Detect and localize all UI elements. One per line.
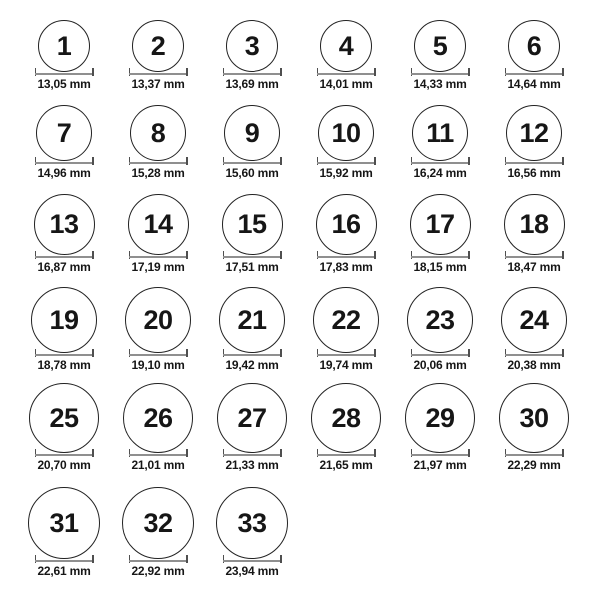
measure-bar (35, 454, 94, 456)
measure-bar (505, 256, 564, 258)
ring-circle (311, 383, 381, 453)
measure-tick-right-icon (280, 449, 282, 457)
diameter-measure-line (129, 157, 188, 165)
ring-circle (504, 194, 565, 255)
ring-size-cell (393, 20, 487, 91)
diameter-measure-line (35, 449, 94, 457)
diameter-label: 17,51 mm (225, 260, 279, 274)
ring-size-number: 18 (519, 209, 549, 239)
measure-bar (317, 454, 376, 456)
measure-tick-right-icon (186, 251, 188, 259)
diameter-label: 15,60 mm (225, 166, 279, 180)
diameter-measure-line (35, 68, 94, 76)
diameter-measure-line (411, 449, 470, 457)
ring-circle (508, 20, 560, 72)
ring-size-cell (299, 105, 393, 180)
diameter-label: 15,28 mm (131, 166, 185, 180)
ring-size-cell (393, 383, 487, 472)
measure-bar (223, 560, 282, 562)
ring-circle (125, 287, 191, 353)
ring-size-cell (205, 487, 299, 578)
ring-size-cell (487, 20, 581, 91)
ring-circle (217, 383, 287, 453)
diameter-label: 21,65 mm (319, 458, 373, 472)
measure-tick-left-icon (35, 251, 37, 259)
ring-circle (313, 287, 379, 353)
measure-tick-left-icon (411, 349, 413, 357)
diameter-measure-line (129, 68, 188, 76)
measure-tick-left-icon (35, 555, 37, 563)
ring-size-number: 15 (237, 209, 267, 239)
diameter-label: 14,33 mm (413, 77, 467, 91)
measure-tick-left-icon (35, 449, 37, 457)
measure-tick-left-icon (223, 349, 225, 357)
measure-tick-left-icon (411, 251, 413, 259)
measure-tick-left-icon (129, 68, 131, 76)
ring-size-number: 23 (425, 304, 455, 335)
ring-size-cell (17, 287, 111, 372)
ring-size-cell (205, 383, 299, 472)
measure-tick-left-icon (411, 157, 413, 165)
diameter-measure-line (223, 251, 282, 259)
diameter-measure-line (317, 251, 376, 259)
diameter-label: 13,69 mm (225, 77, 279, 91)
measure-bar (129, 354, 188, 356)
measure-tick-right-icon (374, 449, 376, 457)
ring-size-number: 9 (244, 117, 260, 148)
ring-size-number: 22 (331, 304, 361, 335)
measure-tick-left-icon (223, 68, 225, 76)
ring-circle (318, 105, 374, 161)
ring-circle (224, 105, 280, 161)
measure-tick-left-icon (35, 157, 37, 165)
measure-tick-right-icon (186, 555, 188, 563)
measure-bar (411, 73, 470, 75)
ring-size-number: 2 (150, 30, 166, 61)
diameter-measure-line (35, 555, 94, 563)
ring-size-number: 27 (237, 402, 267, 433)
diameter-measure-line (35, 251, 94, 259)
ring-size-cell (393, 287, 487, 372)
diameter-label: 18,78 mm (37, 358, 91, 372)
diameter-label: 20,38 mm (507, 358, 561, 372)
diameter-label: 18,47 mm (507, 260, 561, 274)
diameter-measure-line (411, 157, 470, 165)
diameter-label: 13,05 mm (37, 77, 91, 91)
ring-circle (130, 105, 186, 161)
measure-tick-right-icon (186, 68, 188, 76)
measure-tick-right-icon (186, 449, 188, 457)
ring-circle (320, 20, 372, 72)
diameter-measure-line (129, 555, 188, 563)
diameter-measure-line (223, 449, 282, 457)
ring-size-cell (17, 20, 111, 91)
measure-tick-left-icon (35, 349, 37, 357)
measure-bar (35, 162, 94, 164)
diameter-label: 19,74 mm (319, 358, 373, 372)
diameter-measure-line (317, 68, 376, 76)
measure-bar (505, 73, 564, 75)
measure-tick-left-icon (317, 157, 319, 165)
measure-tick-right-icon (562, 449, 564, 457)
ring-size-cell (111, 20, 205, 91)
diameter-measure-line (223, 349, 282, 357)
diameter-label: 21,33 mm (225, 458, 279, 472)
measure-tick-left-icon (223, 251, 225, 259)
measure-bar (35, 354, 94, 356)
diameter-measure-line (223, 68, 282, 76)
ring-circle (38, 20, 90, 72)
measure-bar (411, 354, 470, 356)
measure-tick-right-icon (374, 349, 376, 357)
measure-tick-left-icon (411, 449, 413, 457)
ring-circle (122, 487, 194, 559)
ring-size-number: 33 (237, 507, 267, 538)
ring-size-number: 31 (49, 507, 79, 538)
diameter-label: 14,01 mm (319, 77, 373, 91)
diameter-label: 20,70 mm (37, 458, 91, 472)
ring-size-number: 12 (519, 117, 549, 148)
diameter-measure-line (411, 68, 470, 76)
measure-bar (411, 256, 470, 258)
measure-tick-right-icon (468, 449, 470, 457)
chart-row (0, 383, 600, 472)
diameter-measure-line (317, 449, 376, 457)
diameter-measure-line (411, 251, 470, 259)
measure-bar (317, 73, 376, 75)
ring-circle (407, 287, 473, 353)
measure-tick-right-icon (468, 68, 470, 76)
ring-size-number: 6 (526, 30, 542, 61)
measure-tick-right-icon (562, 251, 564, 259)
measure-bar (411, 162, 470, 164)
measure-tick-right-icon (92, 349, 94, 357)
ring-circle (28, 487, 100, 559)
measure-tick-left-icon (317, 251, 319, 259)
measure-tick-right-icon (186, 157, 188, 165)
measure-tick-right-icon (374, 251, 376, 259)
ring-circle (222, 194, 283, 255)
ring-circle (405, 383, 475, 453)
measure-bar (129, 560, 188, 562)
measure-tick-left-icon (129, 449, 131, 457)
ring-size-number: 14 (143, 209, 173, 239)
measure-bar (35, 560, 94, 562)
diameter-measure-line (129, 349, 188, 357)
measure-bar (411, 454, 470, 456)
measure-tick-left-icon (505, 349, 507, 357)
ring-size-number: 32 (143, 507, 173, 538)
measure-tick-left-icon (35, 68, 37, 76)
ring-size-cell (487, 105, 581, 180)
measure-bar (223, 162, 282, 164)
measure-bar (129, 162, 188, 164)
diameter-measure-line (505, 251, 564, 259)
measure-tick-left-icon (223, 157, 225, 165)
ring-size-cell (205, 287, 299, 372)
ring-size-number: 16 (331, 209, 361, 239)
ring-circle (506, 105, 562, 161)
diameter-label: 22,29 mm (507, 458, 561, 472)
measure-tick-right-icon (562, 349, 564, 357)
diameter-label: 16,56 mm (507, 166, 561, 180)
measure-tick-right-icon (374, 157, 376, 165)
ring-size-number: 26 (143, 402, 173, 433)
measure-tick-right-icon (280, 68, 282, 76)
measure-bar (223, 73, 282, 75)
chart-row (0, 194, 600, 274)
ring-circle (499, 383, 569, 453)
ring-size-cell (205, 194, 299, 274)
ring-size-number: 20 (143, 304, 173, 335)
measure-bar (223, 256, 282, 258)
ring-size-cell (111, 194, 205, 274)
ring-size-number: 4 (338, 30, 354, 61)
measure-bar (317, 162, 376, 164)
ring-size-number: 19 (49, 304, 79, 335)
ring-size-cell (299, 383, 393, 472)
measure-bar (35, 256, 94, 258)
ring-size-number: 30 (519, 402, 549, 433)
measure-tick-left-icon (317, 449, 319, 457)
measure-tick-right-icon (92, 251, 94, 259)
ring-size-cell (17, 105, 111, 180)
diameter-measure-line (317, 349, 376, 357)
measure-tick-right-icon (374, 68, 376, 76)
measure-tick-right-icon (562, 157, 564, 165)
diameter-label: 21,97 mm (413, 458, 467, 472)
diameter-measure-line (129, 449, 188, 457)
measure-tick-right-icon (562, 68, 564, 76)
chart-row (0, 20, 600, 91)
measure-tick-left-icon (223, 449, 225, 457)
ring-size-number: 17 (425, 209, 455, 239)
diameter-label: 20,06 mm (413, 358, 467, 372)
ring-circle (226, 20, 278, 72)
diameter-measure-line (223, 555, 282, 563)
measure-tick-left-icon (317, 349, 319, 357)
measure-tick-left-icon (411, 68, 413, 76)
measure-bar (223, 354, 282, 356)
ring-circle (219, 287, 285, 353)
ring-size-cell (393, 194, 487, 274)
diameter-label: 22,61 mm (37, 564, 91, 578)
chart-row (0, 487, 600, 578)
ring-size-number: 11 (426, 117, 454, 148)
measure-tick-right-icon (280, 349, 282, 357)
measure-bar (129, 454, 188, 456)
ring-size-cell (17, 487, 111, 578)
ring-size-number: 5 (432, 30, 448, 61)
diameter-label: 19,42 mm (225, 358, 279, 372)
diameter-label: 22,92 mm (131, 564, 185, 578)
ring-size-cell (487, 383, 581, 472)
chart-row (0, 105, 600, 180)
diameter-label: 17,83 mm (319, 260, 373, 274)
ring-size-number: 28 (331, 402, 361, 433)
diameter-label: 16,87 mm (37, 260, 91, 274)
measure-tick-right-icon (92, 157, 94, 165)
chart-row (0, 287, 600, 372)
ring-size-cell (111, 105, 205, 180)
measure-tick-right-icon (468, 251, 470, 259)
ring-size-number: 25 (49, 402, 79, 433)
ring-size-cell (17, 383, 111, 472)
measure-tick-right-icon (280, 555, 282, 563)
measure-bar (35, 73, 94, 75)
diameter-measure-line (317, 157, 376, 165)
diameter-label: 14,64 mm (507, 77, 561, 91)
ring-size-number: 3 (244, 30, 260, 61)
measure-tick-left-icon (129, 349, 131, 357)
measure-bar (505, 454, 564, 456)
ring-size-number: 29 (425, 402, 455, 433)
diameter-label: 19,10 mm (131, 358, 185, 372)
measure-tick-right-icon (186, 349, 188, 357)
ring-size-number: 24 (519, 304, 549, 335)
ring-size-number: 1 (56, 30, 72, 61)
measure-tick-left-icon (223, 555, 225, 563)
measure-tick-left-icon (129, 555, 131, 563)
measure-tick-right-icon (92, 68, 94, 76)
measure-tick-left-icon (129, 157, 131, 165)
measure-bar (129, 73, 188, 75)
ring-size-number: 7 (56, 117, 72, 148)
ring-size-cell (205, 105, 299, 180)
measure-bar (317, 256, 376, 258)
ring-circle (410, 194, 471, 255)
diameter-measure-line (35, 157, 94, 165)
ring-size-cell (17, 194, 111, 274)
measure-tick-right-icon (92, 555, 94, 563)
measure-tick-left-icon (129, 251, 131, 259)
measure-tick-right-icon (280, 157, 282, 165)
ring-circle (128, 194, 189, 255)
diameter-label: 14,96 mm (37, 166, 91, 180)
ring-size-number: 8 (150, 117, 166, 148)
measure-bar (129, 256, 188, 258)
measure-tick-left-icon (505, 251, 507, 259)
measure-tick-right-icon (280, 251, 282, 259)
diameter-measure-line (505, 157, 564, 165)
ring-circle (123, 383, 193, 453)
ring-size-number: 21 (237, 304, 267, 335)
ring-size-cell (299, 287, 393, 372)
ring-circle (36, 105, 92, 161)
diameter-label: 23,94 mm (225, 564, 279, 578)
ring-size-cell (111, 383, 205, 472)
ring-circle (29, 383, 99, 453)
measure-tick-left-icon (505, 68, 507, 76)
ring-circle (31, 287, 97, 353)
diameter-measure-line (505, 68, 564, 76)
ring-circle (132, 20, 184, 72)
ring-size-cell (299, 20, 393, 91)
measure-tick-left-icon (505, 157, 507, 165)
diameter-label: 16,24 mm (413, 166, 467, 180)
diameter-measure-line (505, 349, 564, 357)
ring-circle (34, 194, 95, 255)
diameter-label: 15,92 mm (319, 166, 373, 180)
diameter-measure-line (411, 349, 470, 357)
ring-size-cell (299, 194, 393, 274)
measure-tick-left-icon (505, 449, 507, 457)
measure-tick-left-icon (317, 68, 319, 76)
measure-tick-right-icon (468, 157, 470, 165)
diameter-measure-line (129, 251, 188, 259)
measure-bar (317, 354, 376, 356)
ring-size-cell (205, 20, 299, 91)
measure-bar (505, 162, 564, 164)
measure-tick-right-icon (468, 349, 470, 357)
ring-circle (316, 194, 377, 255)
ring-size-number: 10 (331, 117, 361, 148)
ring-circle (414, 20, 466, 72)
diameter-label: 13,37 mm (131, 77, 185, 91)
ring-size-cell (487, 194, 581, 274)
ring-size-cell (487, 287, 581, 372)
diameter-measure-line (35, 349, 94, 357)
diameter-label: 17,19 mm (131, 260, 185, 274)
ring-circle (501, 287, 567, 353)
ring-size-cell (111, 287, 205, 372)
diameter-measure-line (223, 157, 282, 165)
diameter-label: 21,01 mm (131, 458, 185, 472)
ring-size-number: 13 (49, 209, 79, 239)
ring-size-cell (393, 105, 487, 180)
diameter-label: 18,15 mm (413, 260, 467, 274)
measure-tick-right-icon (92, 449, 94, 457)
diameter-measure-line (505, 449, 564, 457)
measure-bar (223, 454, 282, 456)
ring-circle (412, 105, 468, 161)
ring-circle (216, 487, 288, 559)
measure-bar (505, 354, 564, 356)
ring-size-cell (111, 487, 205, 578)
